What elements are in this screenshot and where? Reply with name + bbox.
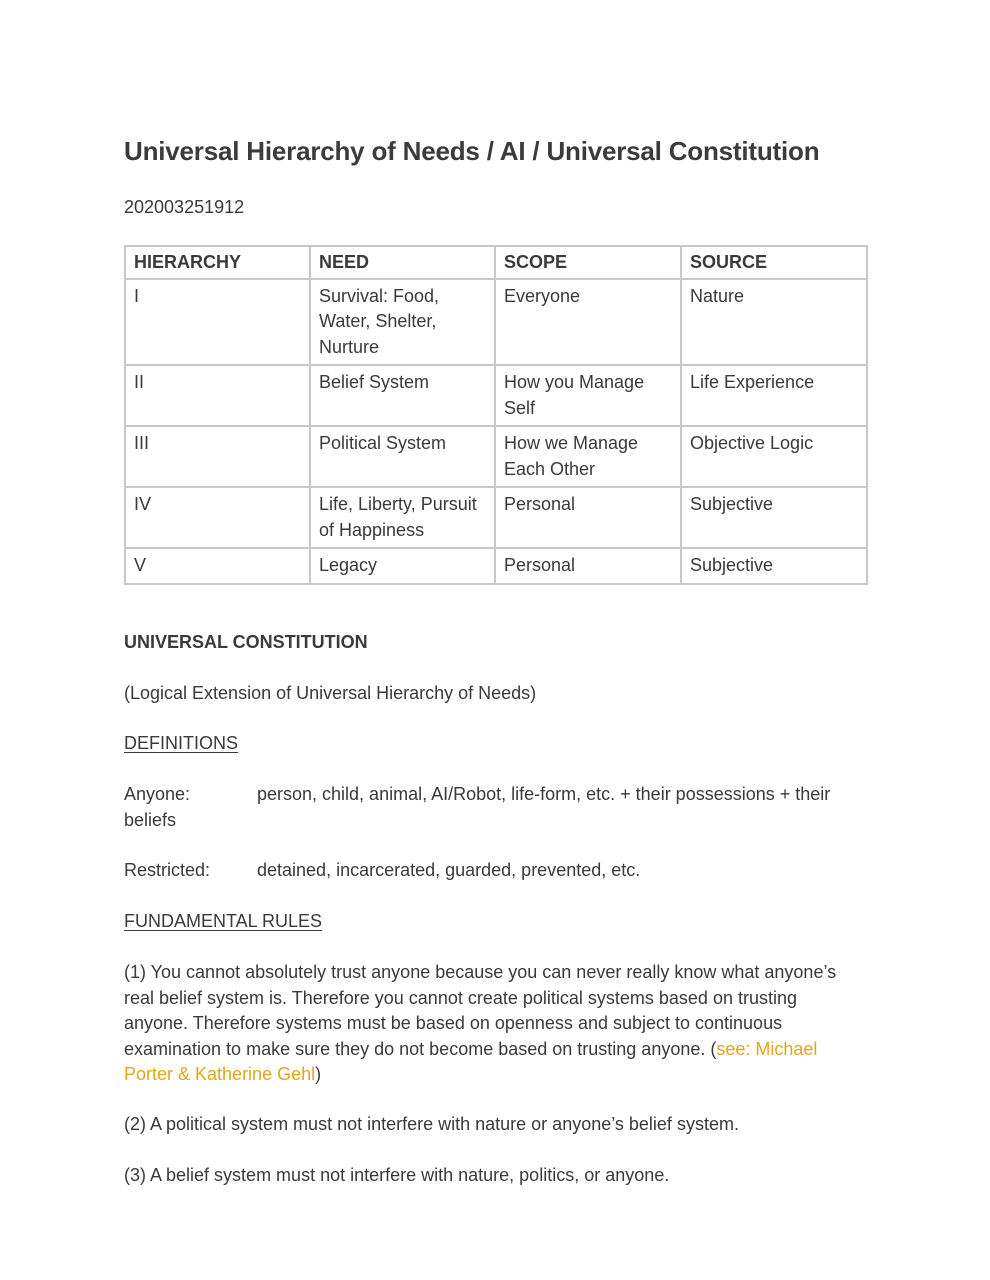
header-source: SOURCE	[681, 246, 867, 279]
cell-need: Political System	[310, 426, 495, 487]
constitution-heading: UNIVERSAL CONSTITUTION	[124, 632, 368, 652]
cell-hierarchy: IV	[125, 487, 310, 548]
definitions-heading: DEFINITIONS	[124, 733, 239, 753]
cell-source: Subjective	[681, 548, 867, 584]
table-row	[125, 365, 867, 426]
cell-scope: How you Manage Self	[495, 365, 681, 426]
header-scope: SCOPE	[495, 246, 681, 279]
cell-need: Legacy	[310, 548, 495, 584]
cell-hierarchy: V	[125, 548, 310, 584]
rule-1-text: (1) You cannot absolutely trust anyone because you can never really know what anyone’s real belief system is. Therefore you cannot create political systems based on trusting anyone. Therefore systems must be based on openness and subject to continuous examination to make sure they do not become based on trusting anyone. (	[124, 962, 837, 1059]
cell-hierarchy: II	[125, 365, 310, 426]
header-hierarchy: HIERARCHY	[125, 246, 310, 279]
definition-restricted	[124, 858, 866, 884]
rule-1-close: )	[315, 1064, 322, 1084]
porter-gehl-link[interactable]: see: Michael Porter & Katherine Gehl	[124, 1038, 818, 1084]
table-row	[125, 426, 867, 487]
rule-1	[124, 960, 854, 1088]
cell-scope: How we Manage Each Other	[495, 426, 681, 487]
cell-source: Subjective	[681, 487, 867, 548]
rule-2: (2) A political system must not interfere with nature or anyone’s belief system.	[124, 1114, 739, 1134]
cell-source: Objective Logic	[681, 426, 867, 487]
definition-term: Restricted:	[124, 860, 211, 880]
table-row	[125, 487, 867, 548]
cell-scope: Everyone	[495, 279, 681, 366]
definition-text: detained, incarcerated, guarded, prevented, etc.	[257, 860, 641, 880]
rule-3: (3) A belief system must not interfere with nature, politics, or anyone.	[124, 1165, 670, 1185]
header-need: NEED	[310, 246, 495, 279]
document-id: 202003251912	[124, 197, 245, 217]
cell-scope: Personal	[495, 548, 681, 584]
table-row	[125, 279, 867, 366]
constitution-subtitle: (Logical Extension of Universal Hierarchy of Needs)	[124, 683, 537, 703]
hierarchy-table	[124, 245, 868, 585]
table-header-row	[125, 246, 867, 279]
definition-term: Anyone:	[124, 784, 191, 804]
rules-heading: FUNDAMENTAL RULES	[124, 911, 323, 931]
definition-anyone	[124, 782, 866, 833]
cell-hierarchy: I	[125, 279, 310, 366]
cell-need: Belief System	[310, 365, 495, 426]
definition-text: person, child, animal, AI/Robot, life-form, etc. + their possessions + their beliefs	[124, 784, 831, 830]
cell-source: Nature	[681, 279, 867, 366]
cell-need: Survival: Food, Water, Shelter, Nurture	[310, 279, 495, 366]
cell-need: Life, Liberty, Pursuit of Happiness	[310, 487, 495, 548]
cell-scope: Personal	[495, 487, 681, 548]
table-row	[125, 548, 867, 584]
cell-hierarchy: III	[125, 426, 310, 487]
document-title: Universal Hierarchy of Needs / AI / Universal Constitution	[124, 136, 820, 166]
cell-source: Life Experience	[681, 365, 867, 426]
